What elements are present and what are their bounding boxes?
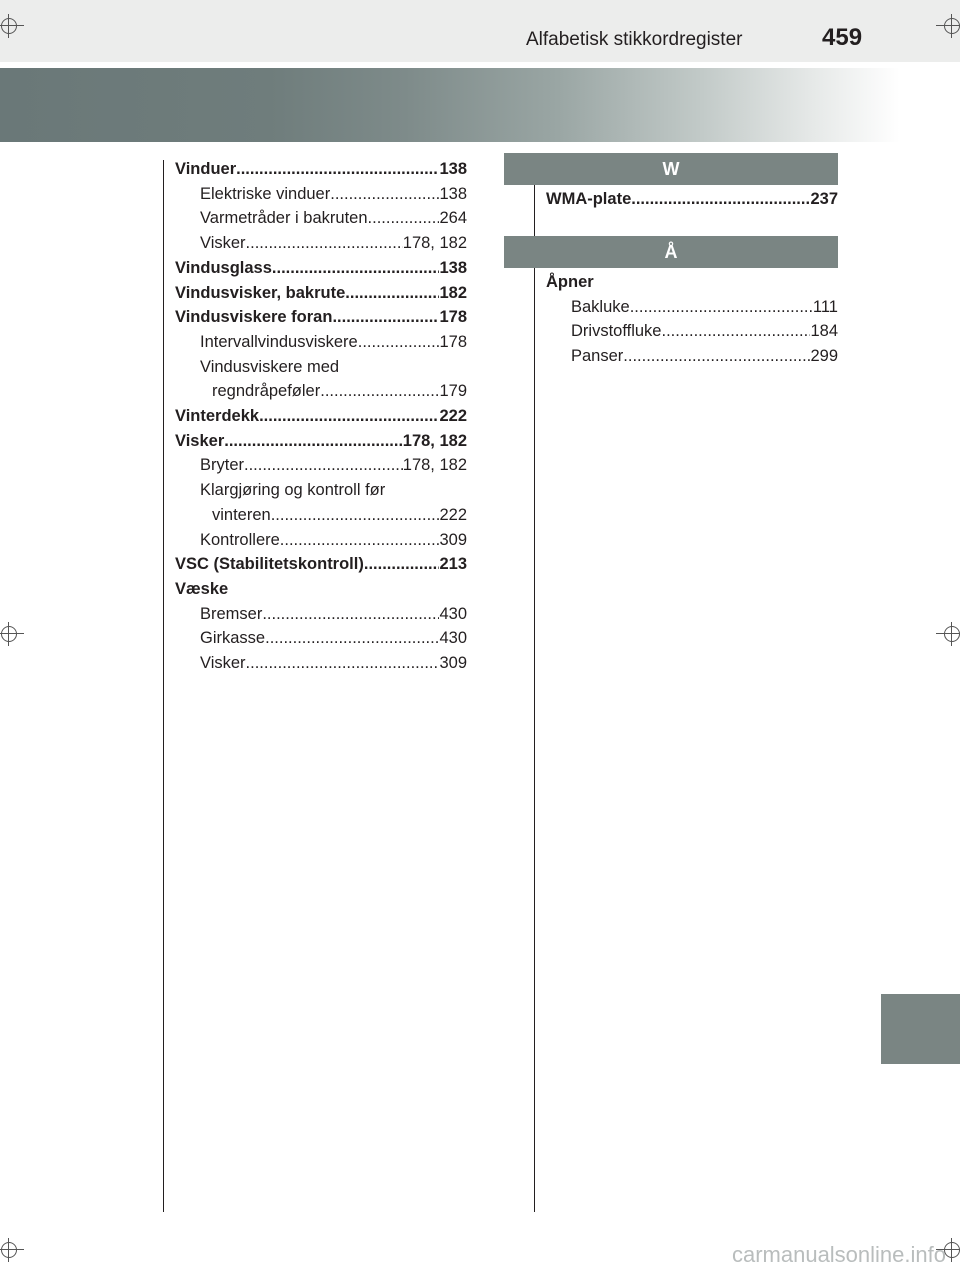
- index-term: Vindusviskere foran: [175, 308, 333, 327]
- index-term: Bryter: [200, 456, 245, 475]
- section-header-a-ring: Å: [504, 236, 838, 268]
- index-term: Visker: [200, 654, 246, 672]
- page-reference: 299: [810, 347, 838, 366]
- dot-leader: [271, 503, 440, 527]
- index-term: Kontrollere: [200, 530, 280, 549]
- index-entry: [175, 281, 467, 305]
- page-reference: 138: [439, 184, 467, 203]
- dot-leader: [623, 344, 810, 368]
- dot-leader: [244, 453, 403, 477]
- index-term: Varmetråder i bakruten: [200, 209, 368, 228]
- index-entry: [175, 231, 467, 255]
- index-term: Panser: [571, 347, 624, 366]
- page-reference: 213: [439, 555, 467, 574]
- dot-leader: [246, 651, 440, 675]
- dot-leader: [631, 187, 810, 211]
- index-entry: [175, 355, 467, 379]
- index-term: Drivstoffluke: [571, 322, 662, 341]
- index-term: Girkasse: [200, 629, 266, 648]
- dot-leader: [661, 319, 810, 343]
- right-column-rule: [534, 160, 535, 1212]
- index-term: regndråpeføler: [212, 382, 321, 401]
- index-entry: [546, 344, 838, 368]
- index-entry: [175, 379, 467, 403]
- crop-mark-top-left: [0, 14, 24, 38]
- dot-leader: [262, 602, 439, 626]
- page-reference: 264: [439, 209, 467, 228]
- dot-leader: [368, 206, 440, 230]
- page-reference: 178: [439, 332, 467, 351]
- dot-leader: [228, 577, 467, 601]
- index-term: Vindusvisker, bakrute: [175, 283, 346, 302]
- dot-leader: [364, 552, 440, 576]
- dot-leader: [272, 256, 440, 280]
- dot-leader: [630, 295, 813, 319]
- page-reference: 178, 182: [402, 456, 467, 475]
- header-gradient-bar: [0, 68, 900, 142]
- watermark: carmanualsonline.info: [731, 1242, 946, 1267]
- dot-leader: [259, 404, 439, 428]
- dot-leader: [332, 305, 439, 329]
- index-term: Visker: [200, 234, 246, 253]
- page-reference: 222: [439, 505, 467, 524]
- page-reference: 138: [439, 258, 467, 277]
- page-reference: 309: [439, 654, 467, 672]
- page-reference: 178: [439, 308, 467, 327]
- index-entry: [175, 330, 467, 354]
- index-entry: [175, 602, 467, 626]
- index-entry: [175, 182, 467, 206]
- index-entry: [175, 651, 467, 675]
- page-reference: 309: [439, 530, 467, 549]
- page-reference: 182: [439, 283, 467, 302]
- index-thumb-tab: [881, 994, 960, 1064]
- index-entry: [175, 157, 467, 181]
- index-term: Elektriske vinduer: [200, 184, 331, 203]
- index-term: Bremser: [200, 604, 263, 623]
- dot-leader: [265, 626, 439, 650]
- crop-mark-middle-right: [936, 622, 960, 646]
- index-entry: [175, 404, 467, 428]
- index-entry: [175, 552, 467, 576]
- section-w-entries: [546, 187, 838, 217]
- dot-leader: [320, 379, 439, 403]
- page-reference: 184: [810, 322, 838, 341]
- index-term: Vindusviskere med: [200, 357, 340, 376]
- index-entry: [546, 187, 838, 211]
- page-reference: 430: [439, 604, 467, 623]
- index-entry: [546, 270, 838, 294]
- index-term: vinteren: [212, 505, 271, 524]
- page-reference: 138: [439, 160, 467, 178]
- index-term: Vindusglass: [175, 258, 272, 277]
- dot-leader: [339, 355, 467, 379]
- index-entry: [175, 429, 467, 453]
- index-entry: [175, 577, 467, 601]
- crop-mark-bottom-left: [0, 1238, 24, 1262]
- left-index-column: [175, 157, 467, 677]
- index-entry: [175, 256, 467, 280]
- dot-leader: [236, 157, 439, 181]
- section-header-w: W: [504, 153, 838, 185]
- page-reference: 237: [810, 190, 838, 208]
- index-term: Åpner: [546, 273, 594, 291]
- index-entry: [546, 319, 838, 343]
- index-term: Vinterdekk: [175, 407, 260, 425]
- index-entry: [175, 503, 467, 527]
- index-term: Væske: [175, 579, 229, 598]
- crop-mark-middle-left: [0, 622, 24, 646]
- left-column-rule: [163, 160, 164, 1212]
- index-term: Intervallvindusviskere: [200, 332, 358, 351]
- index-entry: [175, 453, 467, 477]
- dot-leader: [358, 330, 440, 354]
- dot-leader: [246, 231, 403, 255]
- index-term: Bakluke: [571, 297, 630, 316]
- page-reference: 178, 182: [402, 234, 467, 253]
- index-entry: [175, 478, 467, 502]
- index-entry: [546, 295, 838, 319]
- page-reference: 111: [812, 297, 838, 316]
- index-entry: [175, 206, 467, 230]
- dot-leader: [594, 270, 838, 294]
- page-reference: 179: [439, 382, 467, 401]
- section-a-ring-entries: [546, 270, 838, 370]
- page-number: 459: [822, 24, 863, 51]
- index-entry: [175, 528, 467, 552]
- index-entry: [175, 305, 467, 329]
- dot-leader: [345, 281, 439, 305]
- page-reference: 178, 182: [402, 431, 467, 450]
- index-term: VSC (Stabilitetskontroll): [175, 555, 364, 574]
- crop-mark-top-right: [936, 14, 960, 38]
- index-term: Visker: [175, 431, 225, 450]
- index-term: Vinduer: [175, 160, 237, 178]
- index-entry: [175, 626, 467, 650]
- dot-leader: [385, 478, 467, 502]
- page-reference: 222: [439, 407, 467, 425]
- header-title: Alfabetisk stikkordregister: [526, 29, 743, 50]
- index-term: Klargjøring og kontroll før: [200, 481, 386, 500]
- index-term: WMA-plate: [546, 190, 632, 208]
- dot-leader: [280, 528, 440, 552]
- dot-leader: [224, 429, 403, 453]
- dot-leader: [330, 182, 439, 206]
- page-reference: 430: [439, 629, 467, 648]
- header-band: [0, 0, 960, 62]
